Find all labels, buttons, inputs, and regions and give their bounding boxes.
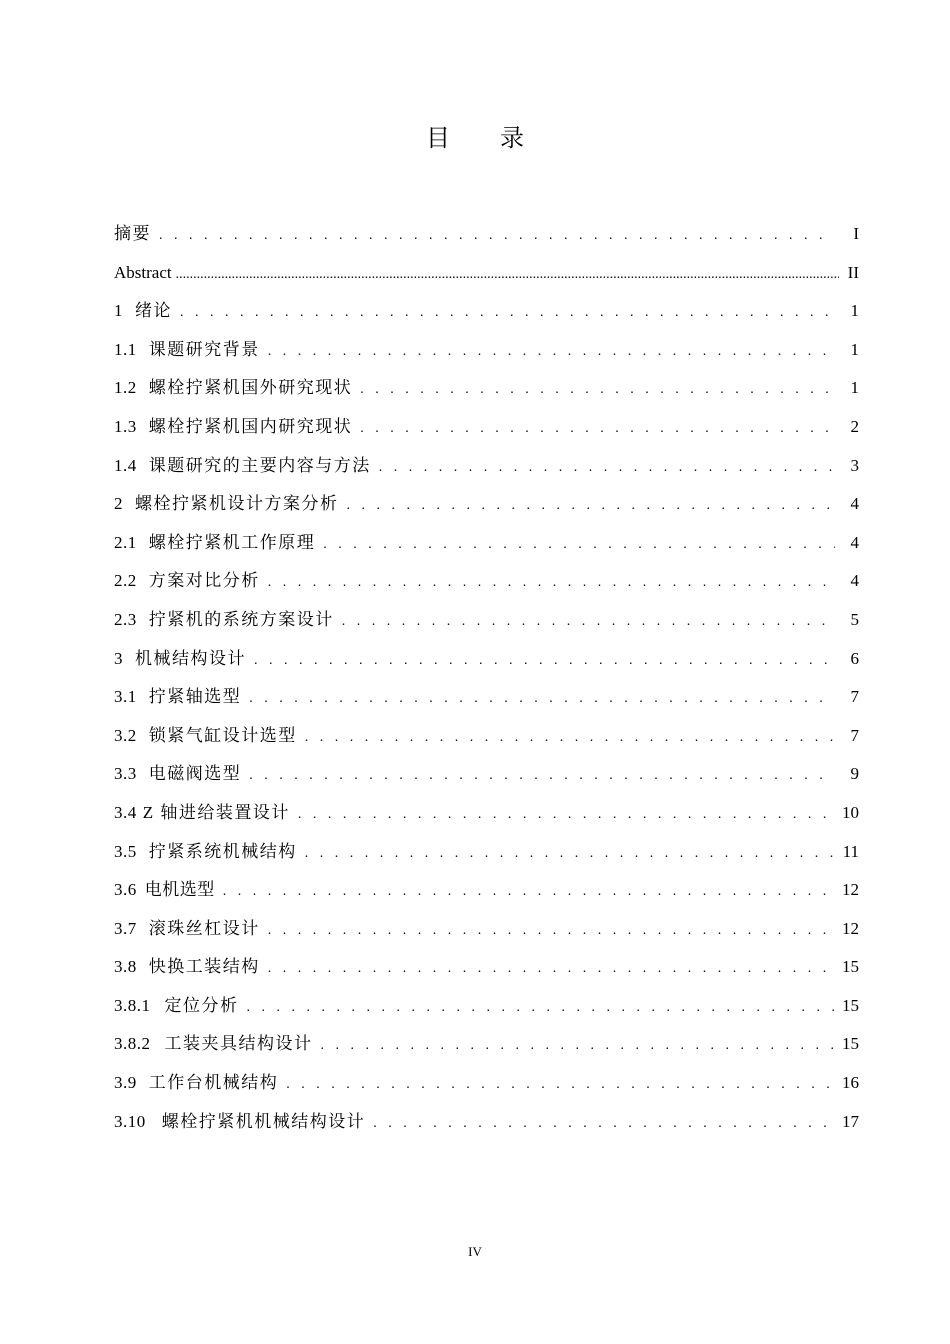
toc-entry-title: Z 轴进给装置设计 xyxy=(142,802,290,822)
toc-entry-1[interactable] xyxy=(114,292,859,331)
toc-entry-title: 摘要 xyxy=(114,224,151,243)
toc-entry-number: 2 xyxy=(114,494,123,514)
toc-entry-title: 课题研究的主要内容与方法 xyxy=(148,455,371,475)
toc-entry-title: 机械结构设计 xyxy=(135,648,246,668)
dot-leader xyxy=(249,757,835,796)
dot-leader xyxy=(298,796,835,835)
dot-leader xyxy=(347,487,836,526)
toc-entry-title: 螺栓拧紧机工作原理 xyxy=(148,532,316,552)
toc-entry-number: 1.4 xyxy=(114,455,137,475)
dot-leader xyxy=(249,680,835,719)
toc-entry-2-2[interactable] xyxy=(114,562,859,601)
toc-entry-title: 课题研究背景 xyxy=(148,339,260,359)
dot-leader xyxy=(373,1105,835,1144)
dot-leader xyxy=(176,256,839,295)
toc-entry-title: 拧紧机的系统方案设计 xyxy=(148,609,334,629)
toc-entry-page: 17 xyxy=(842,1111,859,1131)
toc-entry-3-1[interactable] xyxy=(114,678,859,717)
toc-entry-page: 4 xyxy=(850,532,859,552)
toc-entry-page: I xyxy=(853,224,859,243)
toc-entry-2[interactable] xyxy=(114,485,859,524)
toc-entry-1-1[interactable] xyxy=(114,331,859,370)
toc-entry-number: 3.8.1 xyxy=(114,995,151,1015)
toc-entry-page: 15 xyxy=(842,995,859,1015)
toc-entry-title: 快换工装结构 xyxy=(148,957,260,977)
toc-entry-title: 螺栓拧紧机机械结构设计 xyxy=(161,1111,366,1131)
toc-entry-page: 1 xyxy=(850,378,859,398)
toc-entry-page: 7 xyxy=(850,725,859,745)
toc-entry-page: II xyxy=(847,262,859,282)
toc-entry-page: 12 xyxy=(842,880,859,900)
toc-entry-page: 2 xyxy=(850,416,859,436)
dot-leader xyxy=(180,294,835,333)
toc-entry-number: 3.3 xyxy=(114,764,137,784)
toc-entry-2-3[interactable] xyxy=(114,601,859,640)
toc-entry-3[interactable] xyxy=(114,640,859,679)
toc-entry-page: 11 xyxy=(842,841,859,861)
toc-entry-number: 1.2 xyxy=(114,378,137,398)
toc-entry-title: 螺栓拧紧机设计方案分析 xyxy=(135,494,339,514)
toc-entry-1-2[interactable] xyxy=(114,369,859,408)
dot-leader xyxy=(305,835,835,874)
toc-entry-page: 12 xyxy=(842,918,859,938)
toc-entry-title: 滚珠丝杠设计 xyxy=(148,918,260,938)
toc-entry-number: 2.1 xyxy=(114,532,137,552)
toc-entry-number: 3.4 xyxy=(114,802,137,822)
toc-entry-number: 1.1 xyxy=(114,339,137,359)
toc-entry-number: 3.10 xyxy=(114,1111,146,1131)
toc-entry-title: 螺栓拧紧机国外研究现状 xyxy=(148,378,353,398)
toc-entry-3-7[interactable] xyxy=(114,910,859,949)
toc-entry-page: 6 xyxy=(850,648,859,668)
toc-entry-page: 7 xyxy=(850,687,859,707)
dot-leader xyxy=(286,1066,835,1105)
toc-entry-title: 工作台机械结构 xyxy=(148,1073,279,1093)
dot-leader xyxy=(379,449,835,488)
toc-entry-2-1[interactable] xyxy=(114,524,859,563)
toc-entry-3-4[interactable] xyxy=(114,794,859,833)
toc-entry-title: 螺栓拧紧机国内研究现状 xyxy=(148,416,353,436)
dot-leader xyxy=(247,989,836,1028)
toc-entry-1-4[interactable] xyxy=(114,447,859,486)
toc-entry-3-8-2[interactable] xyxy=(114,1025,859,1064)
toc-entry-title: 拧紧系统机械结构 xyxy=(148,841,297,861)
toc-entry-page: 15 xyxy=(842,1034,859,1054)
toc-entry-3-6[interactable] xyxy=(114,871,859,910)
toc-entry-number: 3.2 xyxy=(114,725,137,745)
toc-entry-number: 1.3 xyxy=(114,416,137,436)
dot-leader xyxy=(268,564,835,603)
dot-leader xyxy=(342,603,835,642)
toc-entry-number: 1 xyxy=(114,301,123,321)
toc-entry-number: 3.6 xyxy=(114,880,137,900)
dot-leader xyxy=(223,873,835,912)
toc-entry-title: 绪论 xyxy=(135,301,172,321)
toc-entry-1-3[interactable] xyxy=(114,408,859,447)
dot-leader xyxy=(305,719,835,758)
dot-leader xyxy=(360,410,835,449)
page-title: 目 录 xyxy=(426,126,546,152)
toc-entry-title: 工装夹具结构设计 xyxy=(164,1034,313,1054)
toc-entry-number: 3 xyxy=(114,648,123,668)
toc-entry-number: 2.3 xyxy=(114,609,137,629)
table-of-contents xyxy=(114,215,859,1141)
toc-entry-number: 3.8 xyxy=(114,957,137,977)
toc-entry-3-8-1[interactable] xyxy=(114,987,859,1026)
toc-entry-page: 1 xyxy=(850,339,859,359)
toc-entry-title: 方案对比分析 xyxy=(148,571,260,591)
toc-entry-title: 电机选型 xyxy=(144,880,215,900)
dot-leader xyxy=(268,333,835,372)
toc-entry-3-5[interactable] xyxy=(114,833,859,872)
dot-leader xyxy=(268,912,835,951)
dot-leader xyxy=(268,950,835,989)
toc-entry-page: 4 xyxy=(850,571,859,591)
toc-entry-title: Abstract xyxy=(114,262,172,282)
toc-entry-3-2[interactable] xyxy=(114,717,859,756)
toc-entry-number: 3.1 xyxy=(114,687,137,707)
toc-entry-number: 3.8.2 xyxy=(114,1034,151,1054)
toc-entry-page: 1 xyxy=(850,301,859,321)
toc-entry-title: 拧紧轴选型 xyxy=(148,687,242,707)
toc-entry-page: 3 xyxy=(850,455,859,475)
toc-entry-page: 16 xyxy=(842,1073,859,1093)
toc-entry-page: 4 xyxy=(850,494,859,514)
toc-entry-number: 2.2 xyxy=(114,571,137,591)
toc-entry-3-9[interactable] xyxy=(114,1064,859,1103)
footer-page-number: IV xyxy=(468,1244,482,1259)
toc-entry-page: 15 xyxy=(842,957,859,977)
toc-entry-abstract-en[interactable] xyxy=(114,254,859,293)
toc-entry-page: 5 xyxy=(850,609,859,629)
toc-entry-3-3[interactable] xyxy=(114,755,859,794)
dot-leader xyxy=(321,1027,836,1066)
toc-entry-title: 定位分析 xyxy=(164,995,239,1015)
toc-entry-title: 电磁阀选型 xyxy=(148,764,242,784)
toc-entry-title: 锁紧气缸设计选型 xyxy=(148,725,297,745)
toc-entry-abstract-cn[interactable] xyxy=(114,215,859,254)
toc-entry-3-10[interactable] xyxy=(114,1103,859,1142)
dot-leader xyxy=(360,371,835,410)
toc-entry-number: 3.7 xyxy=(114,918,137,938)
toc-entry-page: 9 xyxy=(850,764,859,784)
toc-entry-page: 10 xyxy=(842,802,859,822)
dot-leader xyxy=(323,526,835,565)
toc-entry-number: 3.9 xyxy=(114,1073,137,1093)
toc-entry-3-8[interactable] xyxy=(114,948,859,987)
toc-entry-number: 3.5 xyxy=(114,841,137,861)
dot-leader xyxy=(254,642,835,681)
dot-leader xyxy=(159,217,835,256)
